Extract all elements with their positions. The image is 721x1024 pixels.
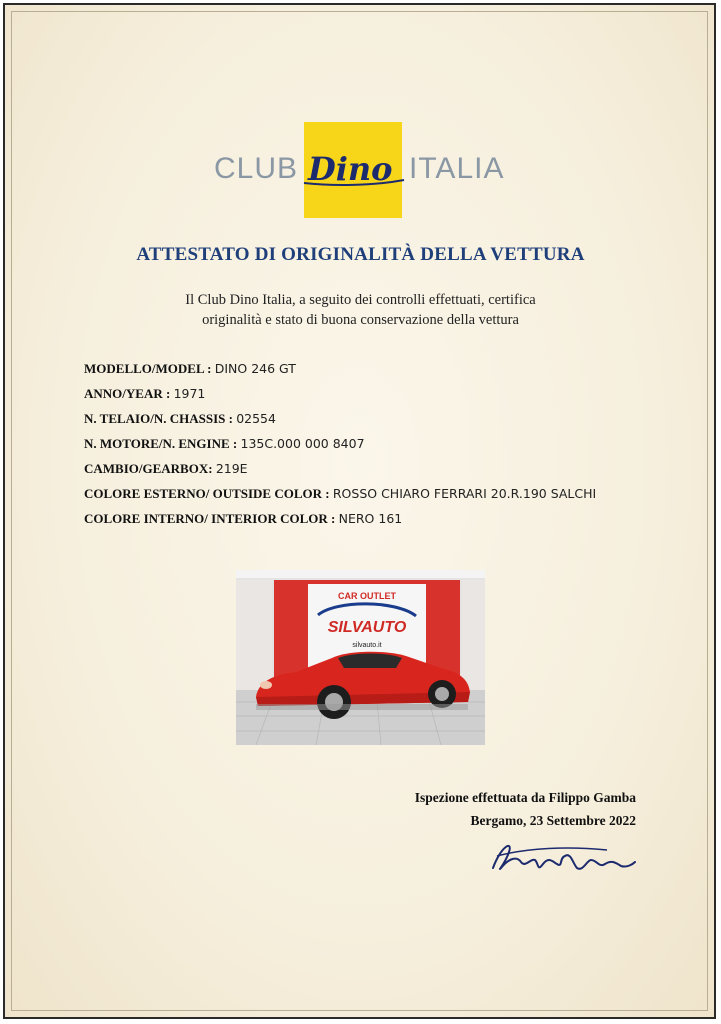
inspection-line: Ispezione effettuata da Filippo Gamba (414, 790, 636, 805)
field-row-gearbox (84, 461, 644, 486)
intro-line-1: Il Club Dino Italia, a seguito dei controlli effettuati, certifica (185, 292, 536, 308)
place-date-line: Bergamo, 23 Settembre 2022 (470, 813, 636, 828)
club-dino-italia-logo (214, 122, 506, 218)
banner-silvauto: SILVAUTO (327, 619, 407, 636)
car-photo (236, 570, 485, 745)
field-row-model (84, 361, 644, 386)
banner-car-outlet: CAR OUTLET (338, 591, 396, 601)
field-value: 02554 (236, 411, 276, 426)
intro-line-2: originalità e stato di buona conservazione della vettura (202, 312, 519, 328)
field-label: CAMBIO/GEARBOX: (84, 461, 213, 476)
vehicle-fields (84, 361, 644, 536)
field-value: DINO 246 GT (214, 361, 296, 376)
field-value: NERO 161 (338, 511, 403, 526)
field-row-year (84, 386, 644, 411)
certificate-title: ATTESTATO DI ORIGINALITÀ DELLA VETTURA (136, 244, 585, 265)
field-value: 1971 (173, 386, 206, 401)
field-row-interior-color (84, 511, 644, 536)
field-value: 135C.000 000 8407 (240, 436, 365, 451)
field-label: ANNO/YEAR : (84, 386, 171, 401)
logo-dino-script (302, 150, 406, 190)
field-label: N. MOTORE/N. ENGINE : (84, 436, 238, 451)
logo-italia-text: ITALIA (409, 152, 505, 185)
inspection-block (415, 786, 636, 832)
handwritten-signature (487, 838, 637, 882)
field-label: N. TELAIO/N. CHASSIS : (84, 411, 233, 426)
logo-dino-text: Dino (308, 150, 393, 188)
field-value: ROSSO CHIARO FERRARI 20.R.190 SALCHI (332, 486, 597, 501)
field-row-outside-color (84, 486, 644, 511)
field-label: COLORE INTERNO/ INTERIOR COLOR : (84, 511, 336, 526)
field-label: MODELLO/MODEL : (84, 361, 212, 376)
intro-paragraph (100, 290, 621, 330)
field-label: COLORE ESTERNO/ OUTSIDE COLOR : (84, 486, 330, 501)
field-row-chassis (84, 411, 644, 436)
logo-club-text: CLUB (214, 152, 299, 185)
banner-url: silvauto.it (352, 642, 382, 649)
field-value: 219E (215, 461, 248, 476)
field-row-engine (84, 436, 644, 461)
